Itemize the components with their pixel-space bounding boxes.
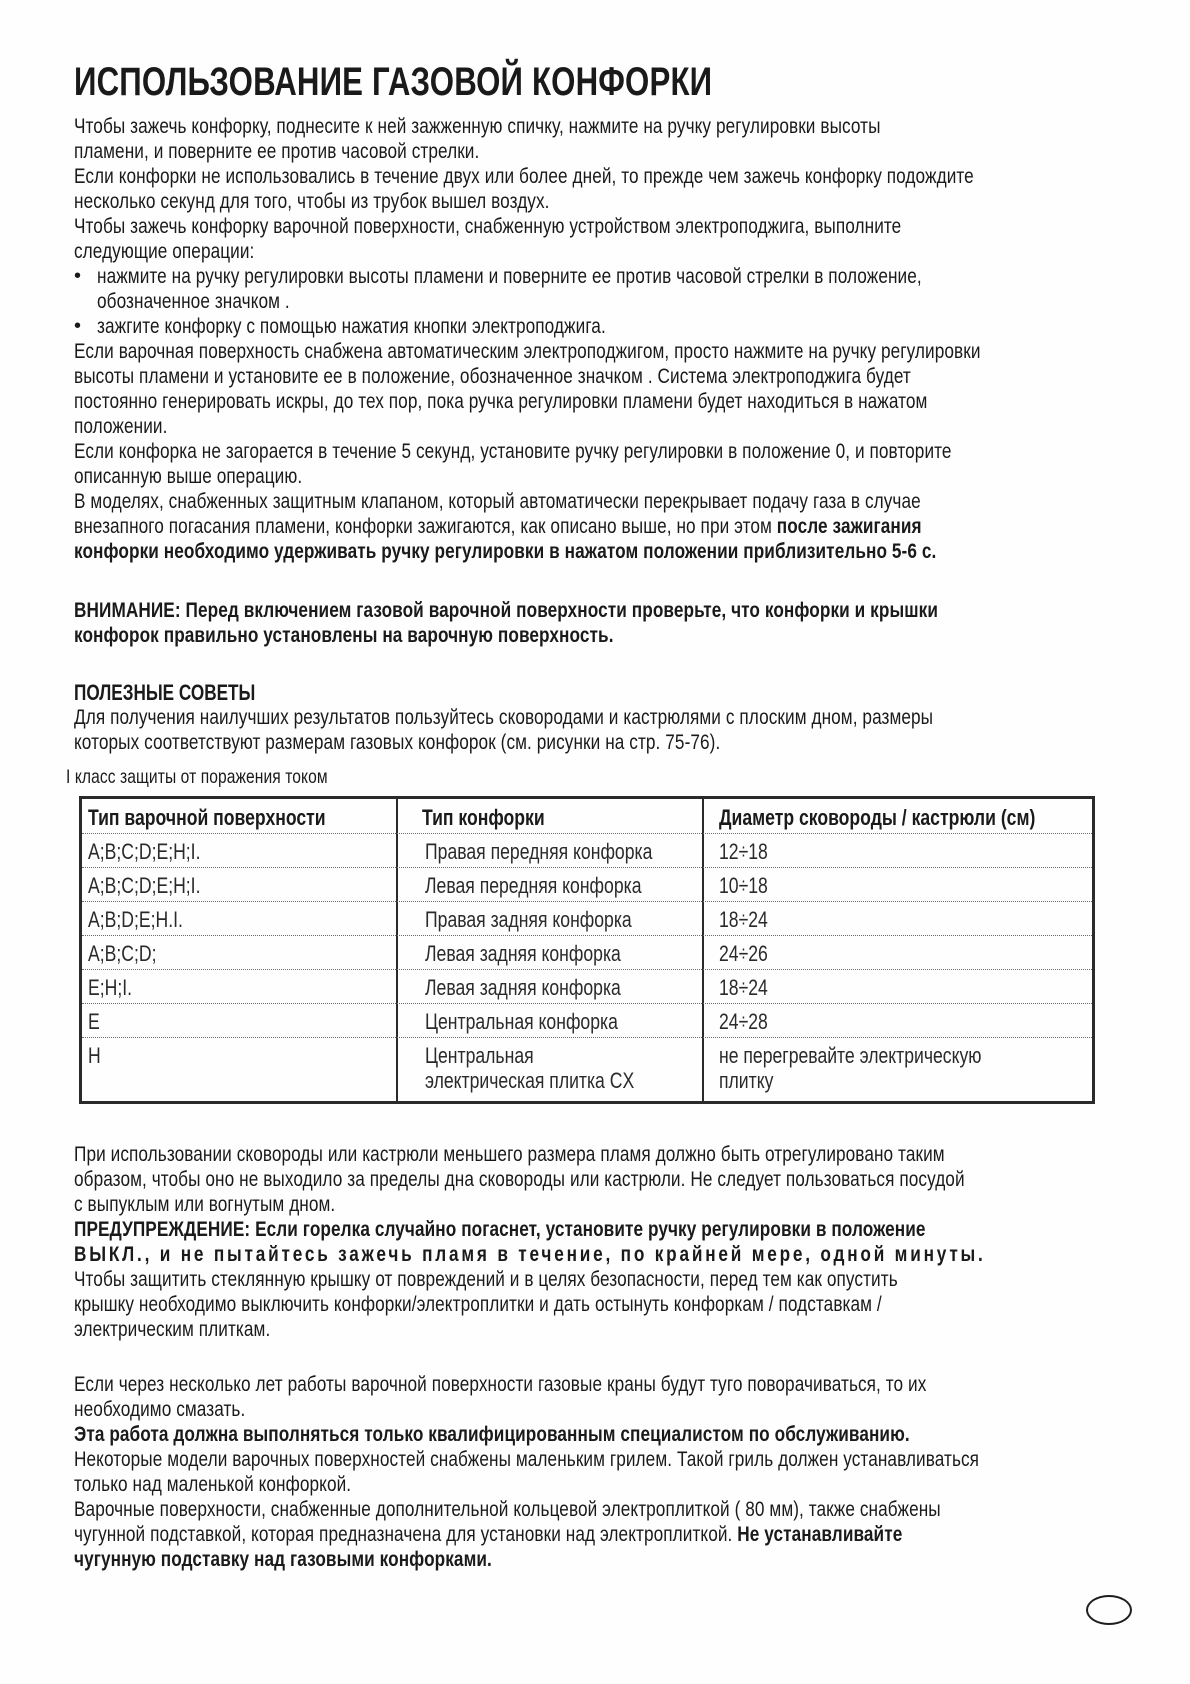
table-cell-burner: Левая задняя конфорка	[425, 975, 621, 1000]
table-cell-surface: E	[88, 1009, 100, 1034]
table-cell-surface: E;H;I.	[88, 975, 133, 1000]
bullet-icon: •	[74, 315, 82, 337]
safety-valve-normal: внезапного погасания пламени, конфорки зажигаются, как описано выше, но при этом	[74, 514, 777, 538]
ring-plate-bold: Не устанавливайте	[737, 1522, 903, 1546]
glass-lid-line: крышку необходимо выключить конфорки/электроплитки и дать остынуть конфоркам / подставкам /	[74, 1292, 882, 1316]
table-header-diameter: Диаметр сковороды / кастрюли (см)	[719, 805, 1036, 830]
pan-size-table	[79, 796, 1095, 1104]
ring-plate-bold-line: чугунную подставку над газовыми конфорками.	[74, 1547, 492, 1571]
row-divider	[82, 935, 1092, 936]
intro-line: несколько секунд для того, чтобы из трубок вышел воздух.	[74, 189, 550, 213]
safety-valve-bold-line: конфорки необходимо удерживать ручку регулировки в нажатом положении приблизительно 5-6 с.	[74, 539, 937, 563]
intro-line: пламени, и поверните ее против часовой стрелки.	[74, 139, 480, 163]
table-cell-surface: A;B;D;E;H.I.	[88, 907, 183, 932]
auto-ignition-line: постоянно генерировать искры, до тех пор, пока ручка регулировки пламени будет находиться в нажатом	[74, 389, 928, 413]
intro-line: следующие операции:	[74, 239, 255, 263]
smaller-pan-line: с выпуклым или вогнутым дном.	[74, 1192, 336, 1216]
safety-valve-line	[74, 514, 922, 539]
auto-ignition-line: положении.	[74, 414, 168, 438]
safety-valve-bold: после зажигания	[776, 514, 922, 538]
tips-line: Для получения наилучших результатов пользуйтесь сковородами и кастрюлями с плоским дном, размеры	[74, 705, 934, 729]
row-divider	[82, 901, 1092, 902]
page-title: ИСПОЛЬЗОВАНИЕ ГАЗОВОЙ КОНФОРКИ	[74, 60, 713, 104]
bullet-text: зажгите конфорку с помощью нажатия кнопки электроподжига.	[97, 314, 606, 338]
row-divider	[82, 1003, 1092, 1004]
bullet-text: обозначенное значком .	[97, 289, 290, 313]
auto-ignition-line: высоты пламени и установите ее в положение, обозначенное значком . Система электроподжига будет	[74, 364, 911, 388]
row-divider	[82, 867, 1092, 868]
grill-line: только над маленькой конфоркой.	[74, 1472, 352, 1496]
tips-line: которых соответствуют размерам газовых конфорок (см. рисунки на стр. 75-76).	[74, 730, 721, 754]
table-cell-diameter: 18÷24	[719, 975, 768, 1000]
smaller-pan-line: образом, чтобы оно не выходило за пределы дна сковороды или кастрюли. Не следует пользоваться посудой	[74, 1167, 965, 1191]
retry-line: Если конфорка не загорается в течение 5 секунд, установите ручку регулировки в положение 0, и повторите	[74, 439, 952, 463]
table-cell-surface: A;B;C;D;E;H;I.	[88, 839, 201, 864]
warning-line: ВЫКЛ., и не пытайтесь зажечь пламя в течение, по крайней мере, одной минуты.	[74, 1242, 986, 1266]
retry-line: описанную выше операцию.	[74, 464, 303, 488]
grill-line: Некоторые модели варочных поверхностей снабжены маленьким грилем. Такой гриль должен устанавливаться	[74, 1447, 980, 1471]
row-divider	[82, 969, 1092, 970]
warning-line: ПРЕДУПРЕЖДЕНИЕ: Если горелка случайно погаснет, установите ручку регулировки в положение	[74, 1217, 926, 1241]
table-cell-burner: Левая задняя конфорка	[425, 941, 621, 966]
intro-line: Чтобы зажечь конфорку, поднесите к ней зажженную спичку, нажмите на ручку регулировки высоты	[74, 114, 881, 138]
table-cell-diameter: 12÷18	[719, 839, 768, 864]
maintenance-line: необходимо смазать.	[74, 1397, 246, 1421]
table-cell-burner: Центральная конфорка	[425, 1009, 618, 1034]
table-cell-burner: Правая передняя конфорка	[425, 839, 653, 864]
table-cell-burner: Правая задняя конфорка	[425, 907, 632, 932]
safety-valve-line: В моделях, снабженных защитным клапаном, который автоматически перекрывает подачу газа в случае	[74, 489, 921, 513]
table-cell-burner: электрическая плитка CX	[425, 1068, 635, 1093]
table-header-burner: Тип конфорки	[422, 805, 545, 830]
page-marker-oval-icon	[1086, 1595, 1132, 1625]
intro-line: Чтобы зажечь конфорку варочной поверхности, снабженную устройством электроподжига, выполните	[74, 214, 902, 238]
ring-plate-normal: чугунной подставкой, которая предназначена для установки над электроплиткой.	[74, 1522, 738, 1546]
table-cell-burner: Центральная	[425, 1043, 534, 1068]
table-cell-burner: Левая передняя конфорка	[425, 873, 642, 898]
smaller-pan-line: При использовании сковороды или кастрюли меньшего размера пламя должно быть отрегулировано таким	[74, 1142, 945, 1166]
attention-line: конфорок правильно установлены на варочную поверхность.	[74, 623, 614, 647]
intro-line: Если конфорки не использовались в течение двух или более дней, то прежде чем зажечь конфорку подождите	[74, 164, 974, 188]
protection-class-note: I класс защиты от поражения током	[66, 766, 328, 788]
glass-lid-line: электрическим плиткам.	[74, 1317, 271, 1341]
bullet-icon: •	[74, 265, 82, 287]
table-header-surface: Тип варочной поверхности	[88, 805, 326, 830]
ring-plate-line	[74, 1522, 902, 1547]
table-cell-diameter: плитку	[719, 1068, 774, 1093]
row-divider	[82, 833, 1092, 834]
maintenance-bold-line: Эта работа должна выполняться только квалифицированным специалистом по обслуживанию.	[74, 1422, 910, 1446]
table-cell-diameter: 24÷26	[719, 941, 768, 966]
table-cell-diameter: не перегревайте электрическую	[719, 1043, 982, 1068]
column-divider	[702, 799, 704, 1101]
table-cell-diameter: 18÷24	[719, 907, 768, 932]
ring-plate-line: Варочные поверхности, снабженные дополнительной кольцевой электроплиткой ( 80 мм), также снабжены	[74, 1497, 941, 1521]
maintenance-line: Если через несколько лет работы варочной поверхности газовые краны будут туго поворачиваться, то их	[74, 1372, 927, 1396]
table-cell-diameter: 24÷28	[719, 1009, 768, 1034]
auto-ignition-line: Если варочная поверхность снабжена автоматическим электроподжигом, просто нажмите на ручку регулировки	[74, 339, 981, 363]
glass-lid-line: Чтобы защитить стеклянную крышку от повреждений и в целях безопасности, перед тем как опустить	[74, 1267, 898, 1291]
table-cell-surface: A;B;C;D;	[88, 941, 157, 966]
column-divider	[396, 799, 398, 1101]
row-divider	[82, 1037, 1092, 1038]
bullet-text: нажмите на ручку регулировки высоты пламени и поверните ее против часовой стрелки в положение,	[97, 264, 922, 288]
tips-heading: ПОЛЕЗНЫЕ СОВЕТЫ	[74, 680, 256, 705]
table-cell-surface: A;B;C;D;E;H;I.	[88, 873, 201, 898]
attention-line: ВНИМАНИЕ: Перед включением газовой варочной поверхности проверьте, что конфорки и крышки	[74, 598, 938, 622]
table-cell-surface: H	[88, 1043, 101, 1068]
table-cell-diameter: 10÷18	[719, 873, 768, 898]
